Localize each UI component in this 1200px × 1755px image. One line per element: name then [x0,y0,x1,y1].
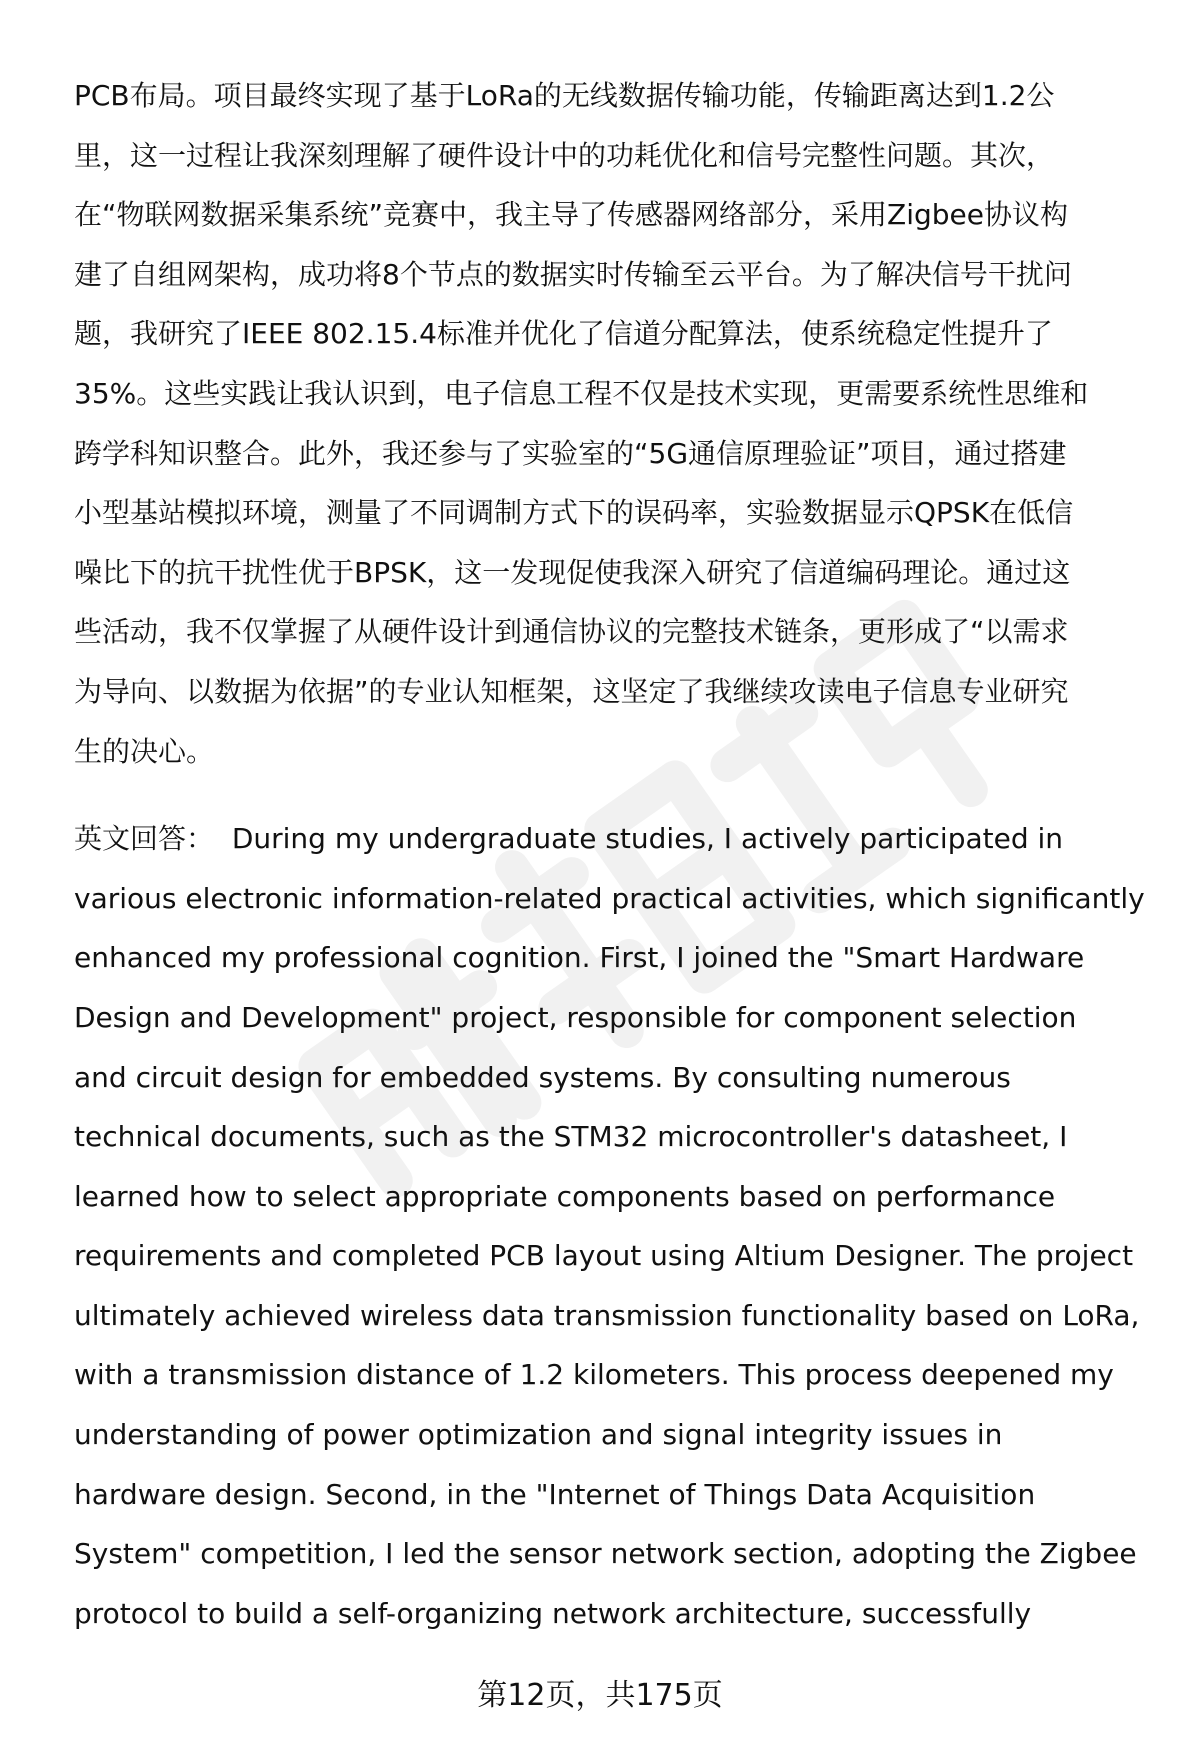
chinese-line: 跨学科知识整合。此外，我还参与了实验室的“5G通信原理验证”项目，通过搭建 [74,436,1067,470]
english-answer-label: 英文回答： [74,822,215,856]
english-line: System" competition, I led the sensor network section, adopting the Zigbee [74,1537,1137,1571]
english-line: requirements and completed PCB layout using Altium Designer. The project [74,1239,1134,1273]
chinese-line: 些活动，我不仅掌握了从硬件设计到通信协议的完整技术链条，更形成了“以需求 [74,615,1069,649]
english-line: understanding of power optimization and signal integrity issues in [74,1418,1003,1452]
page-number-footer: 第12页，共175页 [477,1678,723,1713]
english-line: with a transmission distance of 1.2 kilometers. This process deepened my [74,1358,1114,1392]
english-line: various electronic information-related practical activities, which significantly [74,881,1145,915]
english-line: ultimately achieved wireless data transmission functionality based on LoRa, [74,1298,1140,1332]
chinese-line: PCB布局。项目最终实现了基于LoRa的无线数据传输功能，传输距离达到1.2公 [74,79,1055,112]
english-answer-paragraph [74,809,1154,1643]
chinese-line: 在“物联网数据采集系统”竞赛中，我主导了传感器网络部分，采用Zigbee协议构 [74,198,1068,232]
english-line: technical documents, such as the STM32 microcontroller's datasheet, I [74,1120,1068,1154]
english-line: hardware design. Second, in the "Internet of Things Data Acquisition [74,1477,1036,1511]
content-area [74,66,1154,1643]
english-line: Design and Development" project, responsible for component selection [74,1000,1077,1034]
english-line: protocol to build a self-organizing network architecture, successfully [74,1596,1032,1630]
chinese-answer-paragraph [74,66,1154,781]
chinese-line: 里，这一过程让我深刻理解了硬件设计中的功耗优化和信号完整性问题。其次， [74,138,1055,172]
chinese-line: 35%。这些实践让我认识到，电子信息工程不仅是技术实现，更需要系统性思维和 [74,376,1089,410]
chinese-line: 噪比下的抗干扰性优于BPSK，这一发现促使我深入研究了信道编码理论。通过这 [74,555,1071,589]
chinese-line: 小型基站模拟环境，测量了不同调制方式下的误码率，实验数据显示QPSK在低信 [74,496,1074,530]
chinese-line: 生的决心。 [74,734,215,768]
english-first-line [74,809,1154,869]
chinese-line: 为导向、以数据为依据”的专业认知框架，这坚定了我继续攻读电子信息专业研究 [74,674,1069,708]
chinese-line: 建了自组网架构，成功将8个节点的数据实时传输至云平台。为了解决信号干扰问 [74,257,1072,291]
english-line: enhanced my professional cognition. First, I joined the "Smart Hardware [74,941,1085,975]
english-line: and circuit design for embedded systems. By consulting numerous [74,1060,1011,1094]
chinese-line: 题，我研究了IEEE 802.15.4标准并优化了信道分配算法，使系统稳定性提升了 [74,317,1053,351]
english-line: learned how to select appropriate components based on performance [74,1179,1056,1213]
english-line: During my undergraduate studies, I actively participated in [231,822,1064,856]
